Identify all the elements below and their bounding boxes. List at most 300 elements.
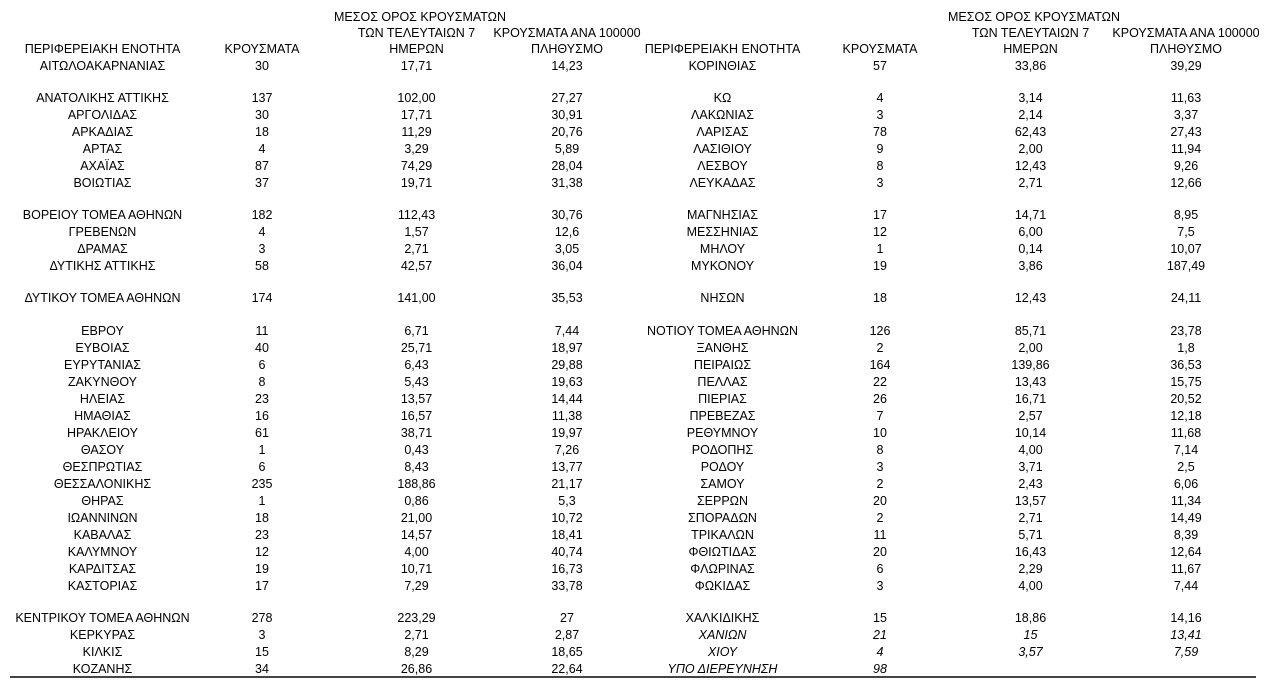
cases-cell: 34 xyxy=(255,662,269,676)
per100k-cell: 12,18 xyxy=(1170,409,1202,423)
region-cell: ΙΩΑΝΝΙΝΩΝ xyxy=(67,511,138,525)
per100k-cell: 14,23 xyxy=(551,59,583,73)
cases-cell: 4 xyxy=(258,225,266,239)
cases-cell: 40 xyxy=(255,341,269,355)
avg-cell: 21,00 xyxy=(400,511,433,525)
per100k-cell: 21,17 xyxy=(551,477,583,491)
per100k-cell: 13,77 xyxy=(551,460,583,474)
per100k-cell: 29,88 xyxy=(551,358,583,372)
avg-cell: 102,00 xyxy=(397,91,436,105)
per100k-cell: 5,89 xyxy=(554,142,580,156)
region-cell: ΛΑΡΙΣΑΣ xyxy=(696,125,749,139)
table-row xyxy=(0,258,640,275)
avg-cell: 2,71 xyxy=(1018,511,1043,525)
avg-cell: 5,71 xyxy=(1018,528,1043,542)
avg-cell: 2,71 xyxy=(1018,176,1043,190)
avg-cell: 16,57 xyxy=(400,409,433,423)
region-cell: ΒΟΙΩΤΙΑΣ xyxy=(73,176,132,190)
cases-cell: 6 xyxy=(258,460,266,474)
per100k-cell: 1,8 xyxy=(1177,341,1195,355)
header-per100k-right-line-1: ΚΡΟΥΣΜΑΤΑ ΑΝΑ 100000 xyxy=(1112,26,1260,40)
header-per100k-right xyxy=(1106,25,1266,57)
table-row xyxy=(0,610,640,627)
table-row xyxy=(640,124,1266,141)
avg-cell: 3,57 xyxy=(1018,645,1043,659)
region-cell: ΚΑΣΤΟΡΙΑΣ xyxy=(67,579,138,593)
avg-cell: 5,43 xyxy=(404,375,429,389)
cases-cell: 8 xyxy=(876,443,884,457)
table-row xyxy=(640,476,1266,493)
cases-cell: 18 xyxy=(255,125,269,139)
per100k-cell: 8,39 xyxy=(1173,528,1199,542)
region-cell: ΚΙΛΚΙΣ xyxy=(82,645,123,659)
cases-cell: 58 xyxy=(255,259,269,273)
per100k-cell: 187,49 xyxy=(1166,259,1206,273)
per100k-cell: 22,64 xyxy=(551,662,583,676)
avg-cell: 141,00 xyxy=(397,291,436,305)
table-row xyxy=(0,107,640,124)
table-row xyxy=(0,290,640,307)
cases-cell: 15 xyxy=(255,645,269,659)
cases-cell: 98 xyxy=(873,662,887,676)
cases-cell: 12 xyxy=(255,545,269,559)
per100k-cell: 36,53 xyxy=(1170,358,1202,372)
table-row xyxy=(640,207,1266,224)
per100k-cell: 18,41 xyxy=(551,528,583,542)
region-cell: ΔΡΑΜΑΣ xyxy=(77,242,128,256)
avg-cell: 13,57 xyxy=(1014,494,1047,508)
avg-cell: 13,43 xyxy=(1014,375,1047,389)
avg-cell: 2,43 xyxy=(1018,477,1043,491)
avg-cell: 1,57 xyxy=(404,225,429,239)
cases-cell: 19 xyxy=(873,259,887,273)
region-cell: ΜΥΚΟΝΟΥ xyxy=(690,259,755,273)
table-row xyxy=(640,158,1266,175)
per100k-cell: 27,43 xyxy=(1170,125,1202,139)
per100k-cell: 7,44 xyxy=(1173,579,1199,593)
table-row xyxy=(0,391,640,408)
avg-cell: 17,71 xyxy=(400,59,433,73)
avg-cell: 14,71 xyxy=(1014,208,1047,222)
avg-cell: 62,43 xyxy=(1014,125,1047,139)
region-cell: ΔΥΤΙΚΟΥ ΤΟΜΕΑ ΑΘΗΝΩΝ xyxy=(24,291,181,305)
table-row xyxy=(640,374,1266,391)
per100k-cell: 11,63 xyxy=(1170,91,1202,105)
table-row xyxy=(0,357,640,374)
cases-cell: 137 xyxy=(251,91,273,105)
table-row xyxy=(640,644,1266,661)
cases-cell: 23 xyxy=(255,528,269,542)
region-cell: ΡΟΔΟΠΗΣ xyxy=(691,443,754,457)
cases-cell: 20 xyxy=(873,545,887,559)
table-row xyxy=(640,241,1266,258)
region-cell: ΚΕΡΚΥΡΑΣ xyxy=(69,628,136,642)
avg-cell: 12,43 xyxy=(1014,291,1047,305)
cases-cell: 3 xyxy=(876,579,884,593)
avg-cell: 4,00 xyxy=(404,545,429,559)
per100k-cell: 11,34 xyxy=(1170,494,1202,508)
region-cell: ΖΑΚΥΝΘΟΥ xyxy=(67,375,138,389)
region-cell: ΑΙΤΩΛΟΑΚΑΡΝΑΝΙΑΣ xyxy=(39,59,166,73)
cases-cell: 4 xyxy=(876,645,884,659)
per100k-cell: 11,68 xyxy=(1170,426,1202,440)
per100k-cell: 10,72 xyxy=(551,511,583,525)
per100k-cell: 10,07 xyxy=(1170,242,1202,256)
cases-cell: 8 xyxy=(876,159,884,173)
region-cell: ΑΡΤΑΣ xyxy=(82,142,123,156)
per100k-cell: 3,37 xyxy=(1173,108,1199,122)
avg-cell: 6,43 xyxy=(404,358,429,372)
region-cell: ΡΟΔΟΥ xyxy=(700,460,745,474)
table-row xyxy=(640,107,1266,124)
region-cell: ΠΕΙΡΑΙΩΣ xyxy=(693,358,752,372)
cases-cell: 9 xyxy=(876,142,884,156)
per100k-cell: 11,38 xyxy=(551,409,583,423)
avg-cell: 8,43 xyxy=(404,460,429,474)
per100k-cell: 5,3 xyxy=(558,494,576,508)
region-cell: ΒΟΡΕΙΟΥ ΤΟΜΕΑ ΑΘΗΝΩΝ xyxy=(22,208,183,222)
header-cases: ΚΡΟΥΣΜΑΤΑ xyxy=(224,42,300,56)
cases-cell: 4 xyxy=(258,142,266,156)
cases-cell: 26 xyxy=(873,392,887,406)
region-cell: ΛΑΣΙΘΙΟΥ xyxy=(693,142,752,156)
region-cell: ΜΗΛΟΥ xyxy=(699,242,746,256)
cases-cell: 19 xyxy=(255,562,269,576)
region-cell: ΧΑΝΙΩΝ xyxy=(698,628,747,642)
per100k-cell: 33,78 xyxy=(551,579,583,593)
table-row xyxy=(0,442,640,459)
cases-cell: 37 xyxy=(255,176,269,190)
avg-cell: 14,57 xyxy=(400,528,433,542)
cases-cell: 126 xyxy=(869,324,891,338)
table-row xyxy=(0,578,640,595)
avg-cell: 188,86 xyxy=(397,477,436,491)
cases-cell: 18 xyxy=(873,291,887,305)
per100k-cell: 16,73 xyxy=(551,562,583,576)
cases-cell: 4 xyxy=(876,91,884,105)
region-cell: ΚΟΖΑΝΗΣ xyxy=(72,662,133,676)
header-avg-right xyxy=(948,9,1121,57)
cases-cell: 174 xyxy=(251,291,273,305)
header-avg-right-line-3: ΗΜΕΡΩΝ xyxy=(1003,42,1058,56)
table-row xyxy=(0,510,640,527)
table-row xyxy=(0,158,640,175)
table-row xyxy=(640,323,1266,340)
per100k-cell: 3,05 xyxy=(554,242,580,256)
per100k-cell: 12,66 xyxy=(1170,176,1202,190)
cases-cell: 182 xyxy=(251,208,273,222)
per100k-cell: 7,26 xyxy=(554,443,580,457)
avg-cell: 2,00 xyxy=(1018,341,1043,355)
header-per100k-line-1: ΚΡΟΥΣΜΑΤΑ ΑΝΑ 100000 xyxy=(493,26,641,40)
per100k-cell: 12,6 xyxy=(554,225,580,239)
cases-cell: 30 xyxy=(255,59,269,73)
per100k-cell: 31,38 xyxy=(551,176,583,190)
per100k-cell: 14,49 xyxy=(1170,511,1202,525)
header-avg xyxy=(334,9,507,57)
cases-cell: 23 xyxy=(255,392,269,406)
per100k-cell: 23,78 xyxy=(1170,324,1202,338)
cases-cell: 11 xyxy=(255,324,269,338)
cases-cell: 164 xyxy=(869,358,891,372)
avg-cell: 16,43 xyxy=(1014,545,1047,559)
table-row xyxy=(640,340,1266,357)
avg-cell: 2,14 xyxy=(1018,108,1043,122)
cases-cell: 12 xyxy=(873,225,887,239)
table-row xyxy=(0,644,640,661)
header-region-right: ΠΕΡΙΦΕΡΕΙΑΚΗ ΕΝΟΤΗΤΑ xyxy=(644,42,801,56)
per100k-cell: 2,87 xyxy=(554,628,580,642)
table-row xyxy=(640,544,1266,561)
header-avg-right-line-1: ΜΕΣΟΣ ΟΡΟΣ ΚΡΟΥΣΜΑΤΩΝ xyxy=(948,10,1121,24)
region-cell: ΚΑΒΑΛΑΣ xyxy=(73,528,132,542)
region-cell: ΥΠΟ ΔΙΕΡΕΥΝΗΣΗ xyxy=(667,662,778,676)
region-cell: ΠΕΛΛΑΣ xyxy=(697,375,748,389)
per100k-cell: 12,64 xyxy=(1170,545,1202,559)
region-cell: ΗΡΑΚΛΕΙΟΥ xyxy=(67,426,138,440)
cases-cell: 10 xyxy=(873,426,887,440)
region-cell: ΝΗΣΩΝ xyxy=(700,291,745,305)
region-cell: ΛΕΥΚΑΔΑΣ xyxy=(689,176,756,190)
region-cell: ΘΕΣΠΡΩΤΙΑΣ xyxy=(62,460,143,474)
avg-cell: 2,57 xyxy=(1018,409,1043,423)
region-cell: ΣΑΜΟΥ xyxy=(700,477,745,491)
region-cell: ΗΛΕΙΑΣ xyxy=(79,392,126,406)
avg-cell: 139,86 xyxy=(1011,358,1050,372)
cases-cell: 17 xyxy=(873,208,887,222)
per100k-cell: 7,14 xyxy=(1173,443,1199,457)
avg-cell: 223,29 xyxy=(397,611,436,625)
table-row xyxy=(0,561,640,578)
avg-cell: 2,71 xyxy=(404,628,429,642)
region-cell: ΦΩΚΙΔΑΣ xyxy=(694,579,751,593)
avg-cell: 4,00 xyxy=(1018,443,1043,457)
per100k-cell: 39,29 xyxy=(1170,59,1202,73)
region-cell: ΕΥΡΥΤΑΝΙΑΣ xyxy=(64,358,141,372)
table-row xyxy=(640,561,1266,578)
avg-cell: 42,57 xyxy=(400,259,433,273)
region-cell: ΑΡΚΑΔΙΑΣ xyxy=(71,125,134,139)
header-per100k-line-2: ΠΛΗΘΥΣΜΟ xyxy=(531,42,603,56)
avg-cell: 7,29 xyxy=(404,579,429,593)
cases-cell: 235 xyxy=(251,477,273,491)
region-cell: ΜΕΣΣΗΝΙΑΣ xyxy=(686,225,759,239)
avg-cell: 2,29 xyxy=(1018,562,1043,576)
avg-cell: 17,71 xyxy=(400,108,433,122)
region-cell: ΠΡΕΒΕΖΑΣ xyxy=(689,409,756,423)
region-cell: ΦΘΙΩΤΙΔΑΣ xyxy=(688,545,757,559)
region-cell: ΝΟΤΙΟΥ ΤΟΜΕΑ ΑΘΗΝΩΝ xyxy=(646,324,799,338)
region-cell: ΘΕΣΣΑΛΟΝΙΚΗΣ xyxy=(53,477,152,491)
per100k-cell: 27,27 xyxy=(551,91,583,105)
per100k-cell: 20,76 xyxy=(551,125,583,139)
header-per100k xyxy=(492,25,642,57)
per100k-cell: 13,41 xyxy=(1170,628,1202,642)
per100k-cell: 18,97 xyxy=(551,341,583,355)
table-row xyxy=(0,207,640,224)
cases-cell: 2 xyxy=(876,341,884,355)
table-row xyxy=(0,141,640,158)
cases-cell: 22 xyxy=(873,375,887,389)
header-region: ΠΕΡΙΦΕΡΕΙΑΚΗ ΕΝΟΤΗΤΑ xyxy=(24,42,181,56)
avg-cell: 3,86 xyxy=(1018,259,1043,273)
cases-cell: 11 xyxy=(873,528,887,542)
table-row xyxy=(0,425,640,442)
cases-cell: 6 xyxy=(258,358,266,372)
region-cell: ΑΧΑΪΑΣ xyxy=(80,159,125,173)
header-per100k-right-line-2: ΠΛΗΘΥΣΜΟ xyxy=(1150,42,1222,56)
avg-cell: 16,71 xyxy=(1014,392,1047,406)
table-row xyxy=(640,258,1266,275)
region-cell: ΚΩ xyxy=(713,91,732,105)
header-avg-line-1: ΜΕΣΟΣ ΟΡΟΣ ΚΡΟΥΣΜΑΤΩΝ xyxy=(334,10,507,24)
region-cell: ΕΒΡΟΥ xyxy=(81,324,124,338)
table-row xyxy=(0,493,640,510)
table-row xyxy=(640,493,1266,510)
per100k-cell: 20,52 xyxy=(1170,392,1202,406)
avg-cell: 11,29 xyxy=(401,125,432,139)
header-cases-right: ΚΡΟΥΣΜΑΤΑ xyxy=(842,42,918,56)
cases-cell: 16 xyxy=(255,409,269,423)
table-row xyxy=(640,175,1266,192)
table-row xyxy=(640,610,1266,627)
cases-cell: 57 xyxy=(873,59,887,73)
avg-cell: 0,43 xyxy=(404,443,429,457)
per100k-cell: 11,94 xyxy=(1170,142,1202,156)
avg-cell: 112,43 xyxy=(397,208,436,222)
per100k-cell: 35,53 xyxy=(551,291,583,305)
cases-cell: 3 xyxy=(876,176,884,190)
avg-cell: 13,57 xyxy=(400,392,433,406)
region-cell: ΧΙΟΥ xyxy=(707,645,738,659)
per100k-cell: 18,65 xyxy=(551,645,583,659)
bottom-rule xyxy=(10,676,1256,678)
avg-cell: 38,71 xyxy=(400,426,433,440)
region-cell: ΦΛΩΡΙΝΑΣ xyxy=(690,562,755,576)
cases-cell: 21 xyxy=(873,628,887,642)
avg-cell: 2,71 xyxy=(404,242,429,256)
avg-cell: 15 xyxy=(1023,628,1038,642)
cases-cell: 3 xyxy=(258,628,266,642)
cases-cell: 15 xyxy=(873,611,887,625)
table-row xyxy=(640,224,1266,241)
cases-cell: 278 xyxy=(251,611,273,625)
table-row xyxy=(0,323,640,340)
avg-cell: 85,71 xyxy=(1014,324,1047,338)
avg-cell: 74,29 xyxy=(400,159,433,173)
table-row xyxy=(0,340,640,357)
table-row xyxy=(0,459,640,476)
per100k-cell: 2,5 xyxy=(1177,460,1195,474)
per100k-cell: 19,97 xyxy=(551,426,583,440)
region-cell: ΗΜΑΘΙΑΣ xyxy=(74,409,131,423)
region-cell: ΑΝΑΤΟΛΙΚΗΣ ΑΤΤΙΚΗΣ xyxy=(36,91,169,105)
region-cell: ΔΥΤΙΚΗΣ ΑΤΤΙΚΗΣ xyxy=(49,259,156,273)
per100k-cell: 36,04 xyxy=(551,259,583,273)
per100k-cell: 7,5 xyxy=(1177,225,1195,239)
cases-cell: 20 xyxy=(873,494,887,508)
avg-cell: 10,71 xyxy=(400,562,433,576)
region-cell: ΧΑΛΚΙΔΙΚΗΣ xyxy=(685,611,760,625)
per100k-cell: 24,11 xyxy=(1170,291,1202,305)
per100k-cell: 30,76 xyxy=(551,208,583,222)
region-cell: ΑΡΓΟΛΙΔΑΣ xyxy=(67,108,138,122)
table-row xyxy=(0,544,640,561)
table-row xyxy=(640,408,1266,425)
cases-cell: 2 xyxy=(876,477,884,491)
table-row xyxy=(640,527,1266,544)
table-row xyxy=(0,224,640,241)
avg-cell: 0,86 xyxy=(404,494,429,508)
cases-cell: 3 xyxy=(876,460,884,474)
per100k-cell: 19,63 xyxy=(551,375,583,389)
table-row xyxy=(640,58,1266,75)
cases-cell: 2 xyxy=(876,511,884,525)
per100k-cell: 14,44 xyxy=(551,392,583,406)
table-row xyxy=(0,124,640,141)
cases-cell: 8 xyxy=(258,375,266,389)
avg-cell: 10,14 xyxy=(1014,426,1047,440)
table-row xyxy=(640,391,1266,408)
right-table xyxy=(640,0,1266,681)
table-row xyxy=(640,578,1266,595)
table-row xyxy=(640,442,1266,459)
region-cell: ΠΙΕΡΙΑΣ xyxy=(698,392,747,406)
avg-cell: 3,14 xyxy=(1018,91,1043,105)
table-row xyxy=(0,476,640,493)
region-cell: ΓΡΕΒΕΝΩΝ xyxy=(68,225,137,239)
per100k-cell: 7,59 xyxy=(1173,645,1199,659)
region-cell: ΞΑΝΘΗΣ xyxy=(696,341,749,355)
avg-cell: 6,00 xyxy=(1018,225,1043,239)
avg-cell: 18,86 xyxy=(1014,611,1047,625)
per100k-cell: 7,44 xyxy=(554,324,580,338)
avg-cell: 12,43 xyxy=(1014,159,1047,173)
table-row xyxy=(640,510,1266,527)
cases-cell: 3 xyxy=(258,242,266,256)
cases-cell: 1 xyxy=(258,494,266,508)
table-row xyxy=(640,290,1266,307)
cases-cell: 78 xyxy=(873,125,887,139)
avg-cell: 3,71 xyxy=(1018,460,1043,474)
per100k-cell: 6,06 xyxy=(1173,477,1199,491)
per100k-cell: 9,26 xyxy=(1173,159,1199,173)
cases-cell: 1 xyxy=(258,443,266,457)
cases-cell: 1 xyxy=(876,242,884,256)
per100k-cell: 30,91 xyxy=(551,108,583,122)
region-cell: ΜΑΓΝΗΣΙΑΣ xyxy=(687,208,758,222)
table-row xyxy=(0,527,640,544)
cases-cell: 17 xyxy=(255,579,269,593)
avg-cell: 6,71 xyxy=(404,324,429,338)
header-avg-line-2: ΤΩΝ ΤΕΛΕΥΤΑΙΩΝ 7 xyxy=(357,26,476,40)
cases-cell: 18 xyxy=(255,511,269,525)
region-cell: ΘΑΣΟΥ xyxy=(80,443,125,457)
region-cell: ΚΟΡΙΝΘΙΑΣ xyxy=(688,59,757,73)
avg-cell: 3,29 xyxy=(404,142,429,156)
per100k-cell: 11,67 xyxy=(1170,562,1202,576)
region-cell: ΚΑΡΔΙΤΣΑΣ xyxy=(68,562,137,576)
region-cell: ΚΕΝΤΡΙΚΟΥ ΤΟΜΕΑ ΑΘΗΝΩΝ xyxy=(15,611,190,625)
per100k-cell: 8,95 xyxy=(1173,208,1199,222)
table-row xyxy=(0,241,640,258)
table-row xyxy=(640,141,1266,158)
per100k-cell: 27 xyxy=(560,611,574,625)
header-avg-line-3: ΗΜΕΡΩΝ xyxy=(389,42,444,56)
table-row xyxy=(640,459,1266,476)
region-cell: ΤΡΙΚΑΛΩΝ xyxy=(691,528,754,542)
avg-cell: 26,86 xyxy=(400,662,433,676)
